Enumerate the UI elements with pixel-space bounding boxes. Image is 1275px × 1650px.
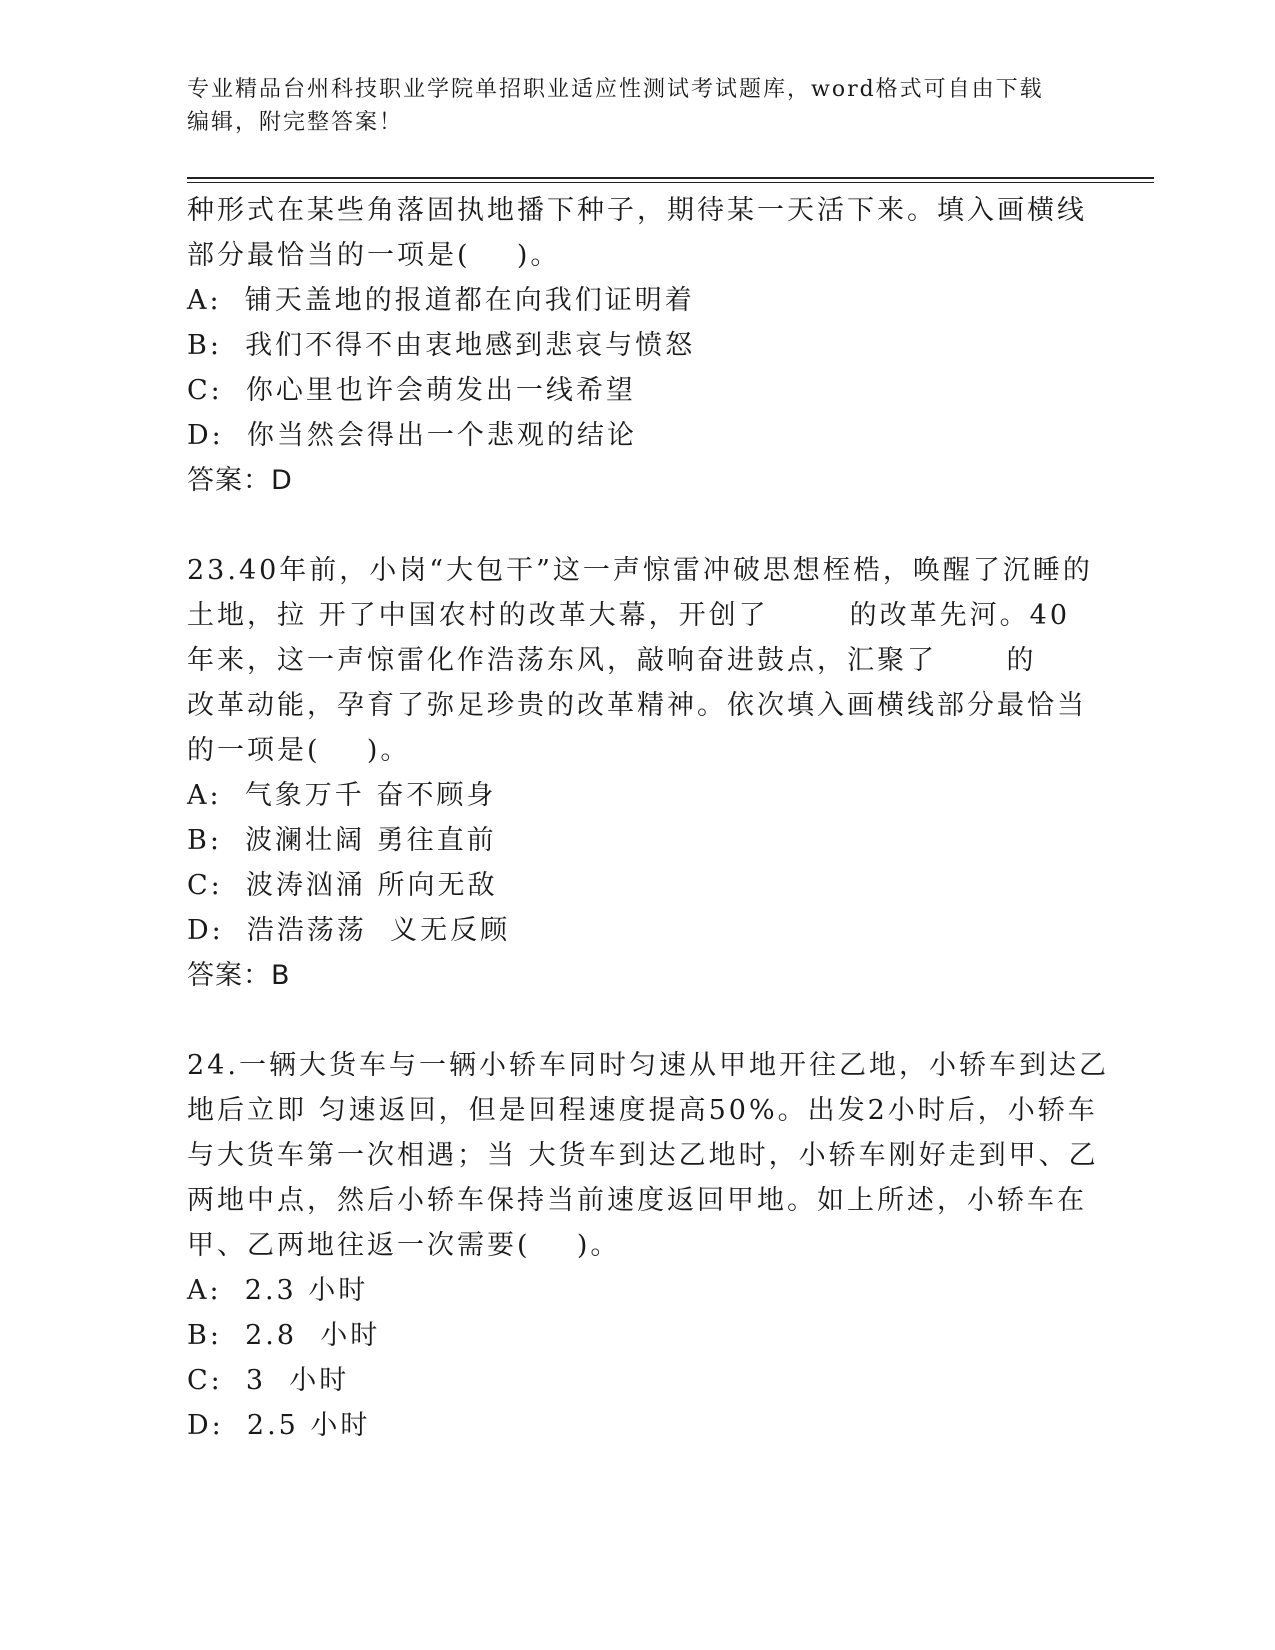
question-text-line: 甲、乙两地往返一次需要( )。 bbox=[187, 1230, 621, 1261]
answer-label: 答案：D bbox=[187, 465, 293, 496]
option-c: C: 3 小时 bbox=[187, 1365, 350, 1396]
option-a: A: 2.3 小时 bbox=[187, 1275, 369, 1306]
question-text-line: 改革动能，孕育了弥足珍贵的改革精神。依次填入画横线部分最恰当 bbox=[187, 690, 1087, 721]
question-22-continuation bbox=[187, 188, 1087, 503]
header-rule-thick bbox=[187, 177, 1154, 179]
option-a: A: 铺天盖地的报道都在向我们证明着 bbox=[187, 285, 695, 316]
question-24 bbox=[187, 1043, 1109, 1448]
question-text-line: 地后立即 匀速返回，但是回程速度提高50%。出发2小时后，小轿车 bbox=[187, 1095, 1098, 1126]
header-rule-thin bbox=[187, 182, 1154, 183]
option-d: D: 2.5 小时 bbox=[187, 1410, 371, 1441]
option-d: D: 浩浩荡荡 义无反顾 bbox=[187, 915, 511, 946]
option-b: B: 我们不得不由衷地感到悲哀与愤怒 bbox=[187, 330, 696, 361]
question-text-line: 种形式在某些角落固执地播下种子，期待某一天活下来。填入画横线 bbox=[187, 195, 1087, 226]
question-text-line: 年来，这一声惊雷化作浩荡东风，敲响奋进鼓点，汇聚了 的 bbox=[187, 645, 1037, 676]
option-b: B: 2.8 小时 bbox=[187, 1320, 381, 1351]
option-c: C: 波涛汹涌 所向无敌 bbox=[187, 870, 498, 901]
option-a: A: 气象万千 奋不顾身 bbox=[187, 780, 497, 811]
question-text-line: 24.一辆大货车与一辆小轿车同时匀速从甲地开往乙地，小轿车到达乙 bbox=[187, 1050, 1109, 1081]
question-text-line: 与大货车第一次相遇；当 大货车到达乙地时，小轿车刚好走到甲、乙 bbox=[187, 1140, 1099, 1171]
option-d: D: 你当然会得出一个悲观的结论 bbox=[187, 420, 637, 451]
document-header bbox=[187, 73, 1067, 139]
option-c: C: 你心里也许会萌发出一线希望 bbox=[187, 375, 636, 406]
question-text-line: 部分最恰当的一项是( )。 bbox=[187, 240, 561, 271]
question-text-line: 土地，拉 开了中国农村的改革大幕，开创了 的改革先河。40 bbox=[187, 600, 1071, 631]
question-text-line: 的一项是( )。 bbox=[187, 735, 411, 766]
answer-label: 答案：B bbox=[187, 960, 291, 991]
header-line-1: 专业精品台州科技职业学院单招职业适应性测试考试题库，word格式可自由下载 bbox=[187, 77, 1044, 102]
header-line-2: 编辑，附完整答案！ bbox=[187, 110, 404, 135]
question-text-line: 23.40年前，小岗“大包干”这一声惊雷冲破思想桎梏，唤醒了沉睡的 bbox=[187, 555, 1093, 586]
question-23 bbox=[187, 548, 1093, 998]
question-text-line: 两地中点，然后小轿车保持当前速度返回甲地。如上所述，小轿车在 bbox=[187, 1185, 1087, 1216]
document-body bbox=[187, 188, 1109, 1448]
option-b: B: 波澜壮阔 勇往直前 bbox=[187, 825, 497, 856]
